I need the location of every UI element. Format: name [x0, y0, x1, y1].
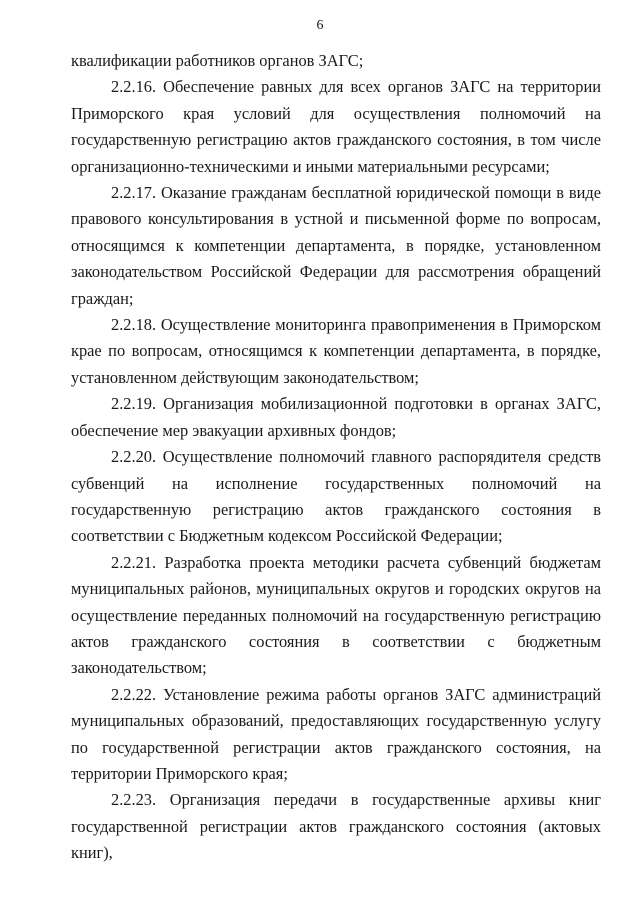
- paragraph-2-2-22: 2.2.22. Установление режима работы органов ЗАГС администраций муниципальных образований, предоставляющих государственную услугу по государственной регистрации актов гражданского состояния, на территории Приморского края;: [71, 684, 601, 783]
- page-number: 6: [316, 18, 324, 33]
- paragraph-2-2-20: 2.2.20. Осуществление полномочий главного распорядителя средств субвенций на исполнение государственных полномочий на государственную регистрацию актов гражданского состояния в соответствии с Бюджетным кодексом Российской Федерации;: [71, 447, 601, 546]
- paragraph-continuation: квалификации работников органов ЗАГС;: [71, 51, 364, 70]
- document-body: [71, 48, 601, 867]
- paragraph-2-2-16: 2.2.16. Обеспечение равных для всех органов ЗАГС на территории Приморского края условий для осуществления полномочий на государственную регистрацию актов гражданского состояния, в том числе организационно-техническими и иными материальными ресурсами;: [71, 77, 601, 176]
- paragraph-2-2-19: 2.2.19. Организация мобилизационной подготовки в органах ЗАГС, обеспечение мер эвакуации архивных фондов;: [71, 394, 601, 440]
- paragraph-2-2-23: 2.2.23. Организация передачи в государственные архивы книг государственной регистрации актов гражданского состояния (актовых книг),: [71, 790, 601, 863]
- paragraph-2-2-18: 2.2.18. Осуществление мониторинга правоприменения в Приморском крае по вопросам, относящимся к компетенции департамента, в порядке, установленном действующим законодательством;: [71, 315, 601, 387]
- paragraph-2-2-21: 2.2.21. Разработка проекта методики расчета субвенций бюджетам муниципальных районов, муниципальных округов и городских округов на осуществление переданных полномочий на государственную регистрацию актов гражданского состояния в соответствии с бюджетным законодательством;: [71, 552, 601, 678]
- paragraph-2-2-17: 2.2.17. Оказание гражданам бесплатной юридической помощи в виде правового консультирования в устной и письменной форме по вопросам, относящимся к компетенции департамента, в порядке, установленном законодательством Российской Федерации для рассмотрения обращений граждан;: [71, 183, 601, 308]
